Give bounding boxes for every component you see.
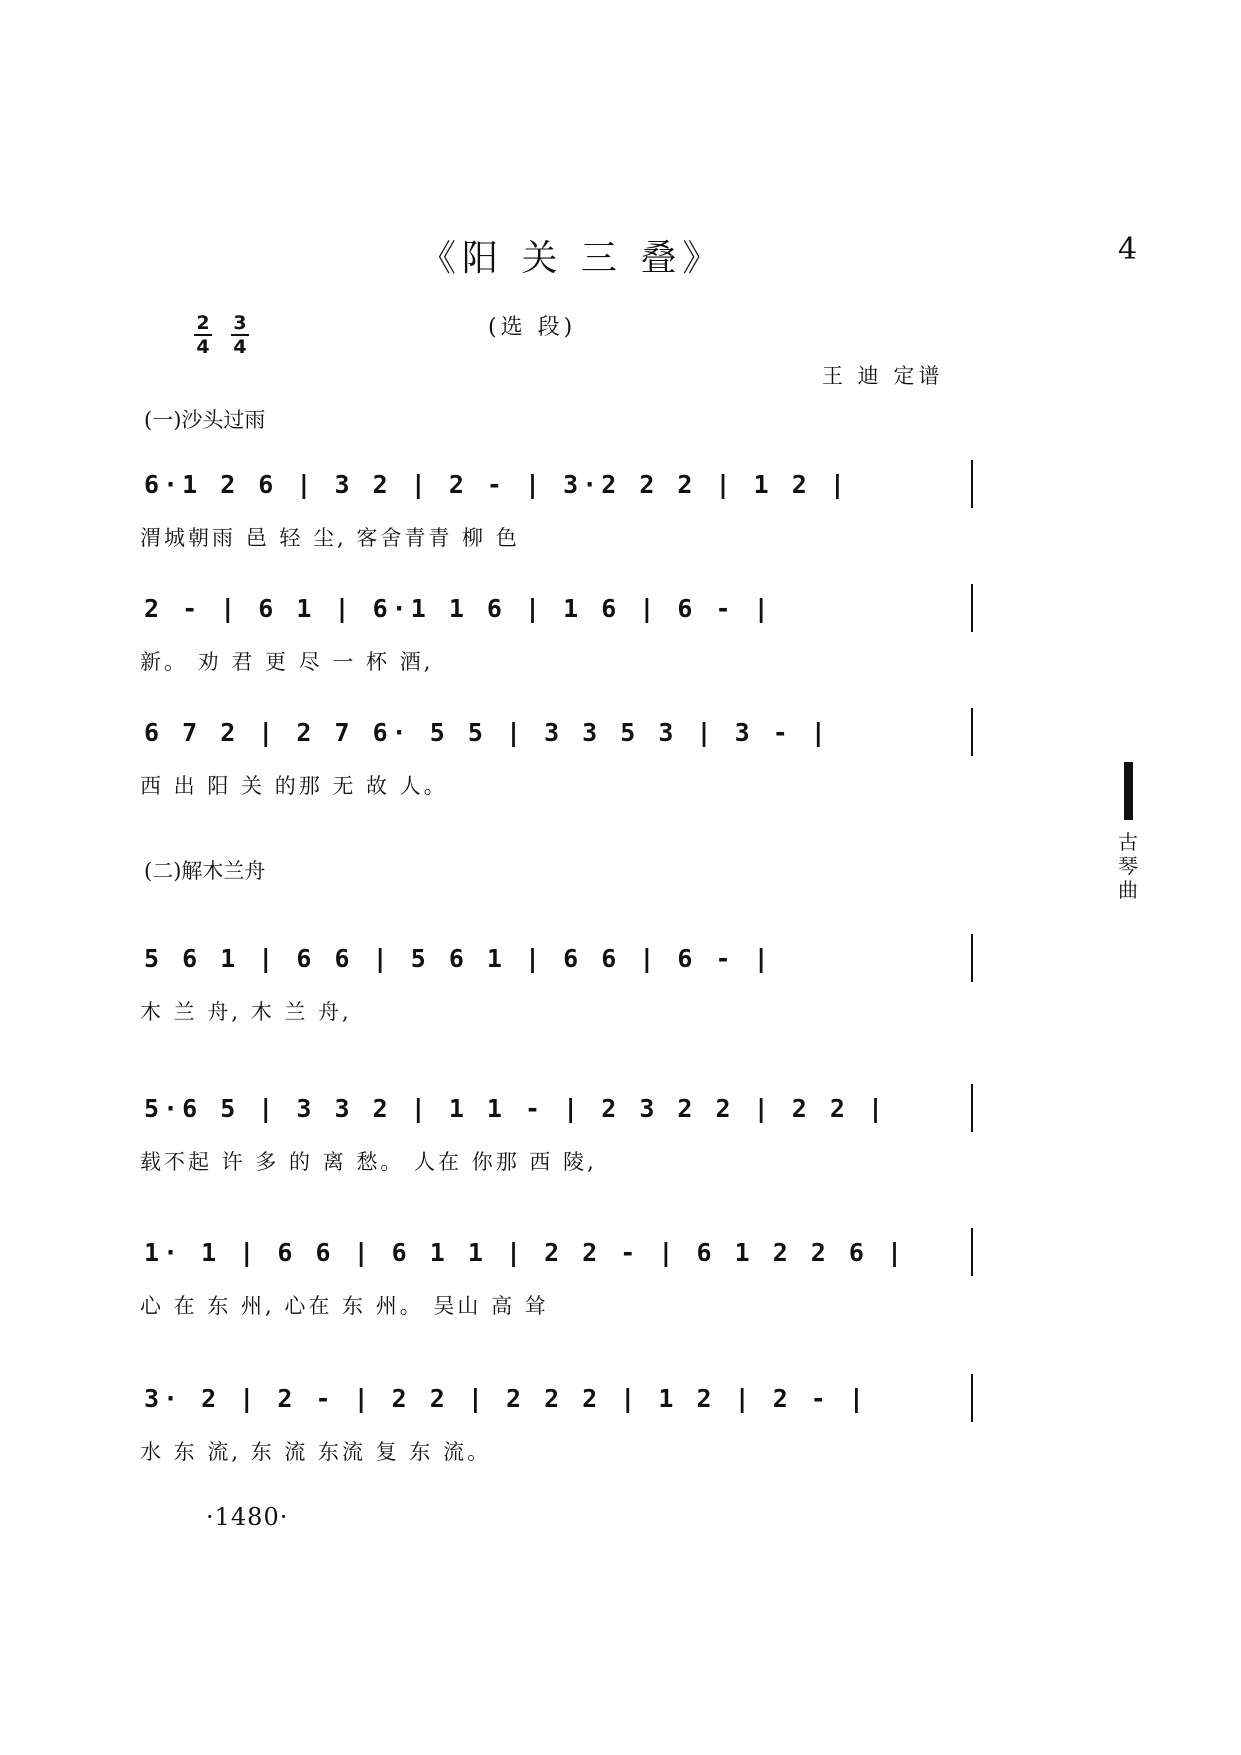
score-line-3 [136, 712, 976, 798]
lyrics: 渭城朝雨 邑 轻 尘, 客舍青青 柳 色 [140, 526, 520, 550]
barline-end [971, 1374, 973, 1422]
barline-end [971, 460, 973, 508]
lyrics: 水 东 流, 东 流 东流 复 东 流。 [140, 1440, 492, 1464]
lyrics: 新。 劝 君 更 尽 一 杯 酒, [140, 650, 434, 674]
barline-end [971, 708, 973, 756]
jianpu-notes: 5·6 5 | 3 3 2 | 1 1 - | 2 3 2 2 | 2 2 | [144, 1094, 887, 1123]
thumb-index-tab [1124, 762, 1133, 820]
score-line-4 [136, 938, 976, 1024]
barline-end [971, 584, 973, 632]
section-label-1: (一)沙头过雨 [144, 408, 266, 432]
lyrics: 心 在 东 州, 心在 东 州。 吴山 高 耸 [140, 1294, 549, 1318]
time-signature-3-4: 3 4 [229, 312, 251, 358]
score-line-1 [136, 464, 976, 550]
jianpu-notes: 6·1 2 6 | 3 2 | 2 - | 3·2 2 2 | 1 2 | [144, 470, 849, 499]
page-title: 《阳 关 三 叠》 [420, 238, 725, 279]
lyrics: 木 兰 舟, 木 兰 舟, [140, 1000, 352, 1024]
arranger-credit: 王 迪 定谱 [822, 364, 944, 388]
jianpu-notes: 6 7 2 | 2 7 6· 5 5 | 3 3 5 3 | 3 - | [144, 718, 830, 747]
corner-mark: 4 [1118, 232, 1138, 267]
jianpu-notes: 5 6 1 | 6 6 | 5 6 1 | 6 6 | 6 - | [144, 944, 773, 973]
score-line-5 [136, 1088, 976, 1174]
jianpu-notes: 3· 2 | 2 - | 2 2 | 2 2 2 | 1 2 | 2 - | [144, 1384, 868, 1413]
barline-end [971, 1228, 973, 1276]
barline-end [971, 1084, 973, 1132]
jianpu-notes: 2 - | 6 1 | 6·1 1 6 | 1 6 | 6 - | [144, 594, 773, 623]
barline-end [971, 934, 973, 982]
subtitle: (选 段) [488, 315, 577, 340]
section-label-2: (二)解木兰舟 [144, 859, 266, 883]
time-signature-2-4: 2 4 [192, 312, 214, 358]
jianpu-notes: 1· 1 | 6 6 | 6 1 1 | 2 2 - | 6 1 2 2 6 | [144, 1238, 907, 1267]
lyrics: 西 出 阳 关 的那 无 故 人。 [140, 774, 448, 798]
score-line-6 [136, 1232, 976, 1318]
sidebar-heading: 古琴曲 [1118, 830, 1138, 902]
score-line-2 [136, 588, 976, 674]
page-number: ·1480· [206, 1503, 289, 1531]
lyrics: 载不起 许 多 的 离 愁。 人在 你那 西 陵, [140, 1150, 597, 1174]
score-line-7 [136, 1378, 976, 1464]
